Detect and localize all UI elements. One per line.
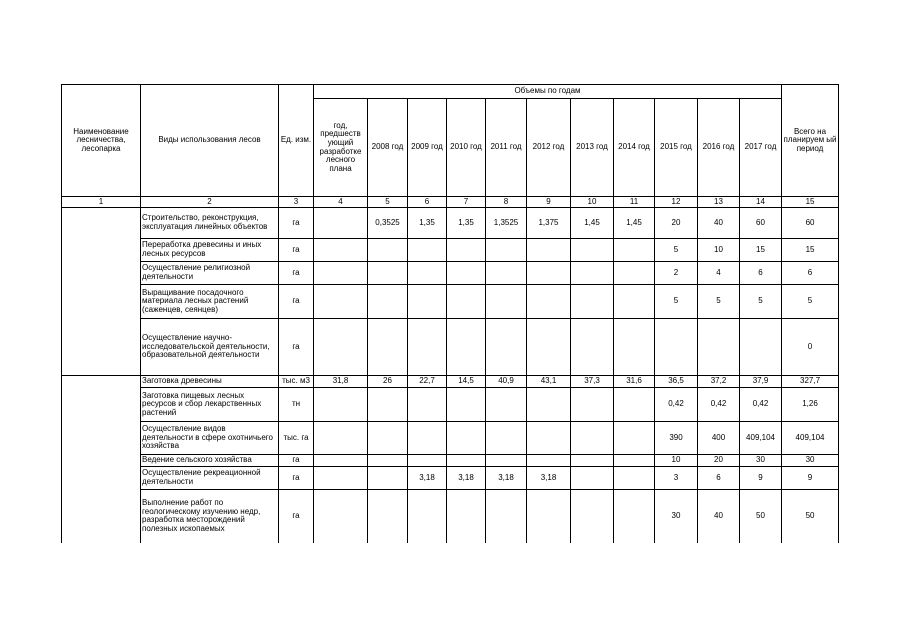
- value-cell: [571, 262, 614, 285]
- value-cell: 36,5: [655, 376, 698, 388]
- unit-cell: га: [279, 262, 314, 285]
- value-cell: [527, 285, 571, 319]
- forest-use-table-sheet: [61, 84, 839, 543]
- value-cell: 43,1: [527, 376, 571, 388]
- value-cell: 400: [698, 422, 740, 455]
- value-cell: [368, 422, 408, 455]
- unit-cell: га: [279, 455, 314, 467]
- kind-cell: Ведение сельского хозяйства: [141, 455, 279, 467]
- value-cell: [314, 208, 368, 239]
- value-cell: 15: [740, 239, 782, 262]
- kind-cell: Строительство, реконструкция, эксплуатация линейных объектов: [141, 208, 279, 239]
- table-row: [62, 262, 839, 285]
- column-number: 12: [655, 197, 698, 208]
- value-cell: [571, 239, 614, 262]
- value-cell: [314, 239, 368, 262]
- value-cell: 30: [655, 490, 698, 543]
- value-cell: [527, 319, 571, 376]
- column-number: 11: [614, 197, 655, 208]
- value-cell: 0,42: [655, 388, 698, 422]
- value-cell: [527, 262, 571, 285]
- value-cell: 0,42: [740, 388, 782, 422]
- unit-cell: га: [279, 490, 314, 543]
- column-number: 13: [698, 197, 740, 208]
- value-cell: [571, 467, 614, 490]
- value-cell: [314, 455, 368, 467]
- header-year: 2014 год: [614, 99, 655, 197]
- value-cell: [614, 422, 655, 455]
- forest-use-volumes-table: [61, 84, 839, 543]
- value-cell: 50: [740, 490, 782, 543]
- total-cell: 327,7: [782, 376, 839, 388]
- column-number: 2: [141, 197, 279, 208]
- value-cell: [447, 422, 486, 455]
- total-cell: 6: [782, 262, 839, 285]
- value-cell: [527, 388, 571, 422]
- column-number: 1: [62, 197, 141, 208]
- value-cell: 37,3: [571, 376, 614, 388]
- table-row: [62, 208, 839, 239]
- unit-cell: га: [279, 285, 314, 319]
- value-cell: [408, 422, 447, 455]
- value-cell: [614, 467, 655, 490]
- value-cell: 2: [655, 262, 698, 285]
- total-cell: 60: [782, 208, 839, 239]
- value-cell: 1,375: [527, 208, 571, 239]
- value-cell: [614, 490, 655, 543]
- value-cell: 37,9: [740, 376, 782, 388]
- value-cell: [314, 285, 368, 319]
- value-cell: 5: [698, 285, 740, 319]
- column-number: 15: [782, 197, 839, 208]
- value-cell: [486, 490, 527, 543]
- value-cell: [571, 490, 614, 543]
- kind-cell: Переработка древесины и иных лесных ресурсов: [141, 239, 279, 262]
- value-cell: 40: [698, 208, 740, 239]
- total-cell: 50: [782, 490, 839, 543]
- total-cell: 9: [782, 467, 839, 490]
- header-year: 2017 год: [740, 99, 782, 197]
- value-cell: 22,7: [408, 376, 447, 388]
- value-cell: [408, 285, 447, 319]
- value-cell: 20: [655, 208, 698, 239]
- kind-cell: Осуществление религиозной деятельности: [141, 262, 279, 285]
- value-cell: 14,5: [447, 376, 486, 388]
- value-cell: [527, 239, 571, 262]
- total-cell: 0: [782, 319, 839, 376]
- column-number: 7: [447, 197, 486, 208]
- total-cell: 1,26: [782, 388, 839, 422]
- value-cell: [486, 285, 527, 319]
- value-cell: [368, 239, 408, 262]
- table-row: [62, 285, 839, 319]
- value-cell: 0,42: [698, 388, 740, 422]
- value-cell: [447, 455, 486, 467]
- forestry-name-cell: [62, 208, 141, 376]
- column-number: 3: [279, 197, 314, 208]
- value-cell: [368, 455, 408, 467]
- kind-cell: Осуществление видов деятельности в сфере охотничьего хозяйства: [141, 422, 279, 455]
- table-row: [62, 490, 839, 543]
- value-cell: 40: [698, 490, 740, 543]
- value-cell: [527, 422, 571, 455]
- column-number: 9: [527, 197, 571, 208]
- value-cell: 6: [740, 262, 782, 285]
- value-cell: 1,45: [614, 208, 655, 239]
- header-year: 2013 год: [571, 99, 614, 197]
- value-cell: [614, 239, 655, 262]
- value-cell: [368, 262, 408, 285]
- unit-cell: тыс. га: [279, 422, 314, 455]
- value-cell: [571, 388, 614, 422]
- value-cell: 1,3525: [486, 208, 527, 239]
- value-cell: 40,9: [486, 376, 527, 388]
- value-cell: [486, 455, 527, 467]
- value-cell: 30: [740, 455, 782, 467]
- value-cell: 10: [698, 239, 740, 262]
- value-cell: [408, 239, 447, 262]
- value-cell: [368, 467, 408, 490]
- value-cell: [447, 490, 486, 543]
- value-cell: [698, 319, 740, 376]
- table-row: [62, 376, 839, 388]
- value-cell: [447, 262, 486, 285]
- value-cell: 26: [368, 376, 408, 388]
- kind-cell: Выращивание посадочного материала лесных растений (саженцев, сеянцев): [141, 285, 279, 319]
- column-number: 14: [740, 197, 782, 208]
- value-cell: 3,18: [527, 467, 571, 490]
- total-cell: 15: [782, 239, 839, 262]
- value-cell: [486, 319, 527, 376]
- value-cell: [740, 319, 782, 376]
- value-cell: [314, 467, 368, 490]
- value-cell: [447, 239, 486, 262]
- kind-cell: Осуществление научно-исследовательской деятельности, образовательной деятельности: [141, 319, 279, 376]
- value-cell: [571, 319, 614, 376]
- header-year: 2009 год: [408, 99, 447, 197]
- value-cell: [486, 262, 527, 285]
- total-cell: 409,104: [782, 422, 839, 455]
- value-cell: [314, 262, 368, 285]
- unit-cell: га: [279, 319, 314, 376]
- header-volumes: Объемы по годам: [314, 85, 782, 99]
- value-cell: 3: [655, 467, 698, 490]
- value-cell: [368, 285, 408, 319]
- value-cell: [614, 455, 655, 467]
- column-number-row: [62, 197, 839, 208]
- header-year: 2008 год: [368, 99, 408, 197]
- value-cell: 20: [698, 455, 740, 467]
- unit-cell: га: [279, 208, 314, 239]
- value-cell: 9: [740, 467, 782, 490]
- value-cell: [408, 455, 447, 467]
- value-cell: 3,18: [447, 467, 486, 490]
- header-unit: Ед. изм.: [279, 85, 314, 197]
- total-cell: 30: [782, 455, 839, 467]
- value-cell: [614, 285, 655, 319]
- total-cell: 5: [782, 285, 839, 319]
- unit-cell: тыс. м3: [279, 376, 314, 388]
- column-number: 5: [368, 197, 408, 208]
- value-cell: 390: [655, 422, 698, 455]
- value-cell: [368, 490, 408, 543]
- kind-cell: Выполнение работ по геологическому изучению недр, разработка месторождений полезных ископаемых: [141, 490, 279, 543]
- table-row: [62, 467, 839, 490]
- value-cell: [614, 388, 655, 422]
- header-year: 2015 год: [655, 99, 698, 197]
- value-cell: [571, 455, 614, 467]
- value-cell: [486, 239, 527, 262]
- value-cell: [447, 319, 486, 376]
- header-year: 2010 год: [447, 99, 486, 197]
- kind-cell: Заготовка пищевых лесных ресурсов и сбор лекарственных растений: [141, 388, 279, 422]
- value-cell: [408, 490, 447, 543]
- unit-cell: га: [279, 467, 314, 490]
- value-cell: [614, 262, 655, 285]
- column-number: 10: [571, 197, 614, 208]
- header-name: Наименование лесничества, лесопарка: [62, 85, 141, 197]
- value-cell: 37,2: [698, 376, 740, 388]
- value-cell: 5: [655, 239, 698, 262]
- value-cell: 10: [655, 455, 698, 467]
- value-cell: [408, 388, 447, 422]
- table-row: [62, 455, 839, 467]
- value-cell: 0,3525: [368, 208, 408, 239]
- value-cell: [447, 285, 486, 319]
- unit-cell: тн: [279, 388, 314, 422]
- value-cell: 31,6: [614, 376, 655, 388]
- value-cell: [408, 262, 447, 285]
- value-cell: 1,35: [447, 208, 486, 239]
- value-cell: 4: [698, 262, 740, 285]
- header-kinds: Виды использования лесов: [141, 85, 279, 197]
- value-cell: [408, 319, 447, 376]
- header-year: 2011 год: [486, 99, 527, 197]
- value-cell: [655, 319, 698, 376]
- header-year: год, предшеств ующий разработке лесного плана: [314, 99, 368, 197]
- value-cell: [314, 490, 368, 543]
- table-row: [62, 422, 839, 455]
- value-cell: [571, 422, 614, 455]
- value-cell: 1,35: [408, 208, 447, 239]
- table-row: [62, 319, 839, 376]
- column-number: 8: [486, 197, 527, 208]
- forestry-name-cell: [62, 376, 141, 543]
- value-cell: 5: [655, 285, 698, 319]
- value-cell: 3,18: [408, 467, 447, 490]
- value-cell: [486, 422, 527, 455]
- column-number: 4: [314, 197, 368, 208]
- column-number: 6: [408, 197, 447, 208]
- value-cell: [314, 388, 368, 422]
- value-cell: 3,18: [486, 467, 527, 490]
- header-year: 2012 год: [527, 99, 571, 197]
- kind-cell: Заготовка древесины: [141, 376, 279, 388]
- value-cell: [486, 388, 527, 422]
- value-cell: [314, 319, 368, 376]
- value-cell: [368, 388, 408, 422]
- value-cell: 6: [698, 467, 740, 490]
- value-cell: [368, 319, 408, 376]
- table-row: [62, 239, 839, 262]
- value-cell: [527, 490, 571, 543]
- value-cell: [314, 422, 368, 455]
- value-cell: 31,8: [314, 376, 368, 388]
- value-cell: [571, 285, 614, 319]
- table-row: [62, 388, 839, 422]
- value-cell: 409,104: [740, 422, 782, 455]
- value-cell: 5: [740, 285, 782, 319]
- header-total: Всего на планируем ый период: [782, 85, 839, 197]
- value-cell: 60: [740, 208, 782, 239]
- kind-cell: Осуществление рекреационной деятельности: [141, 467, 279, 490]
- header-year: 2016 год: [698, 99, 740, 197]
- value-cell: 1,45: [571, 208, 614, 239]
- value-cell: [447, 388, 486, 422]
- value-cell: [614, 319, 655, 376]
- value-cell: [527, 455, 571, 467]
- unit-cell: га: [279, 239, 314, 262]
